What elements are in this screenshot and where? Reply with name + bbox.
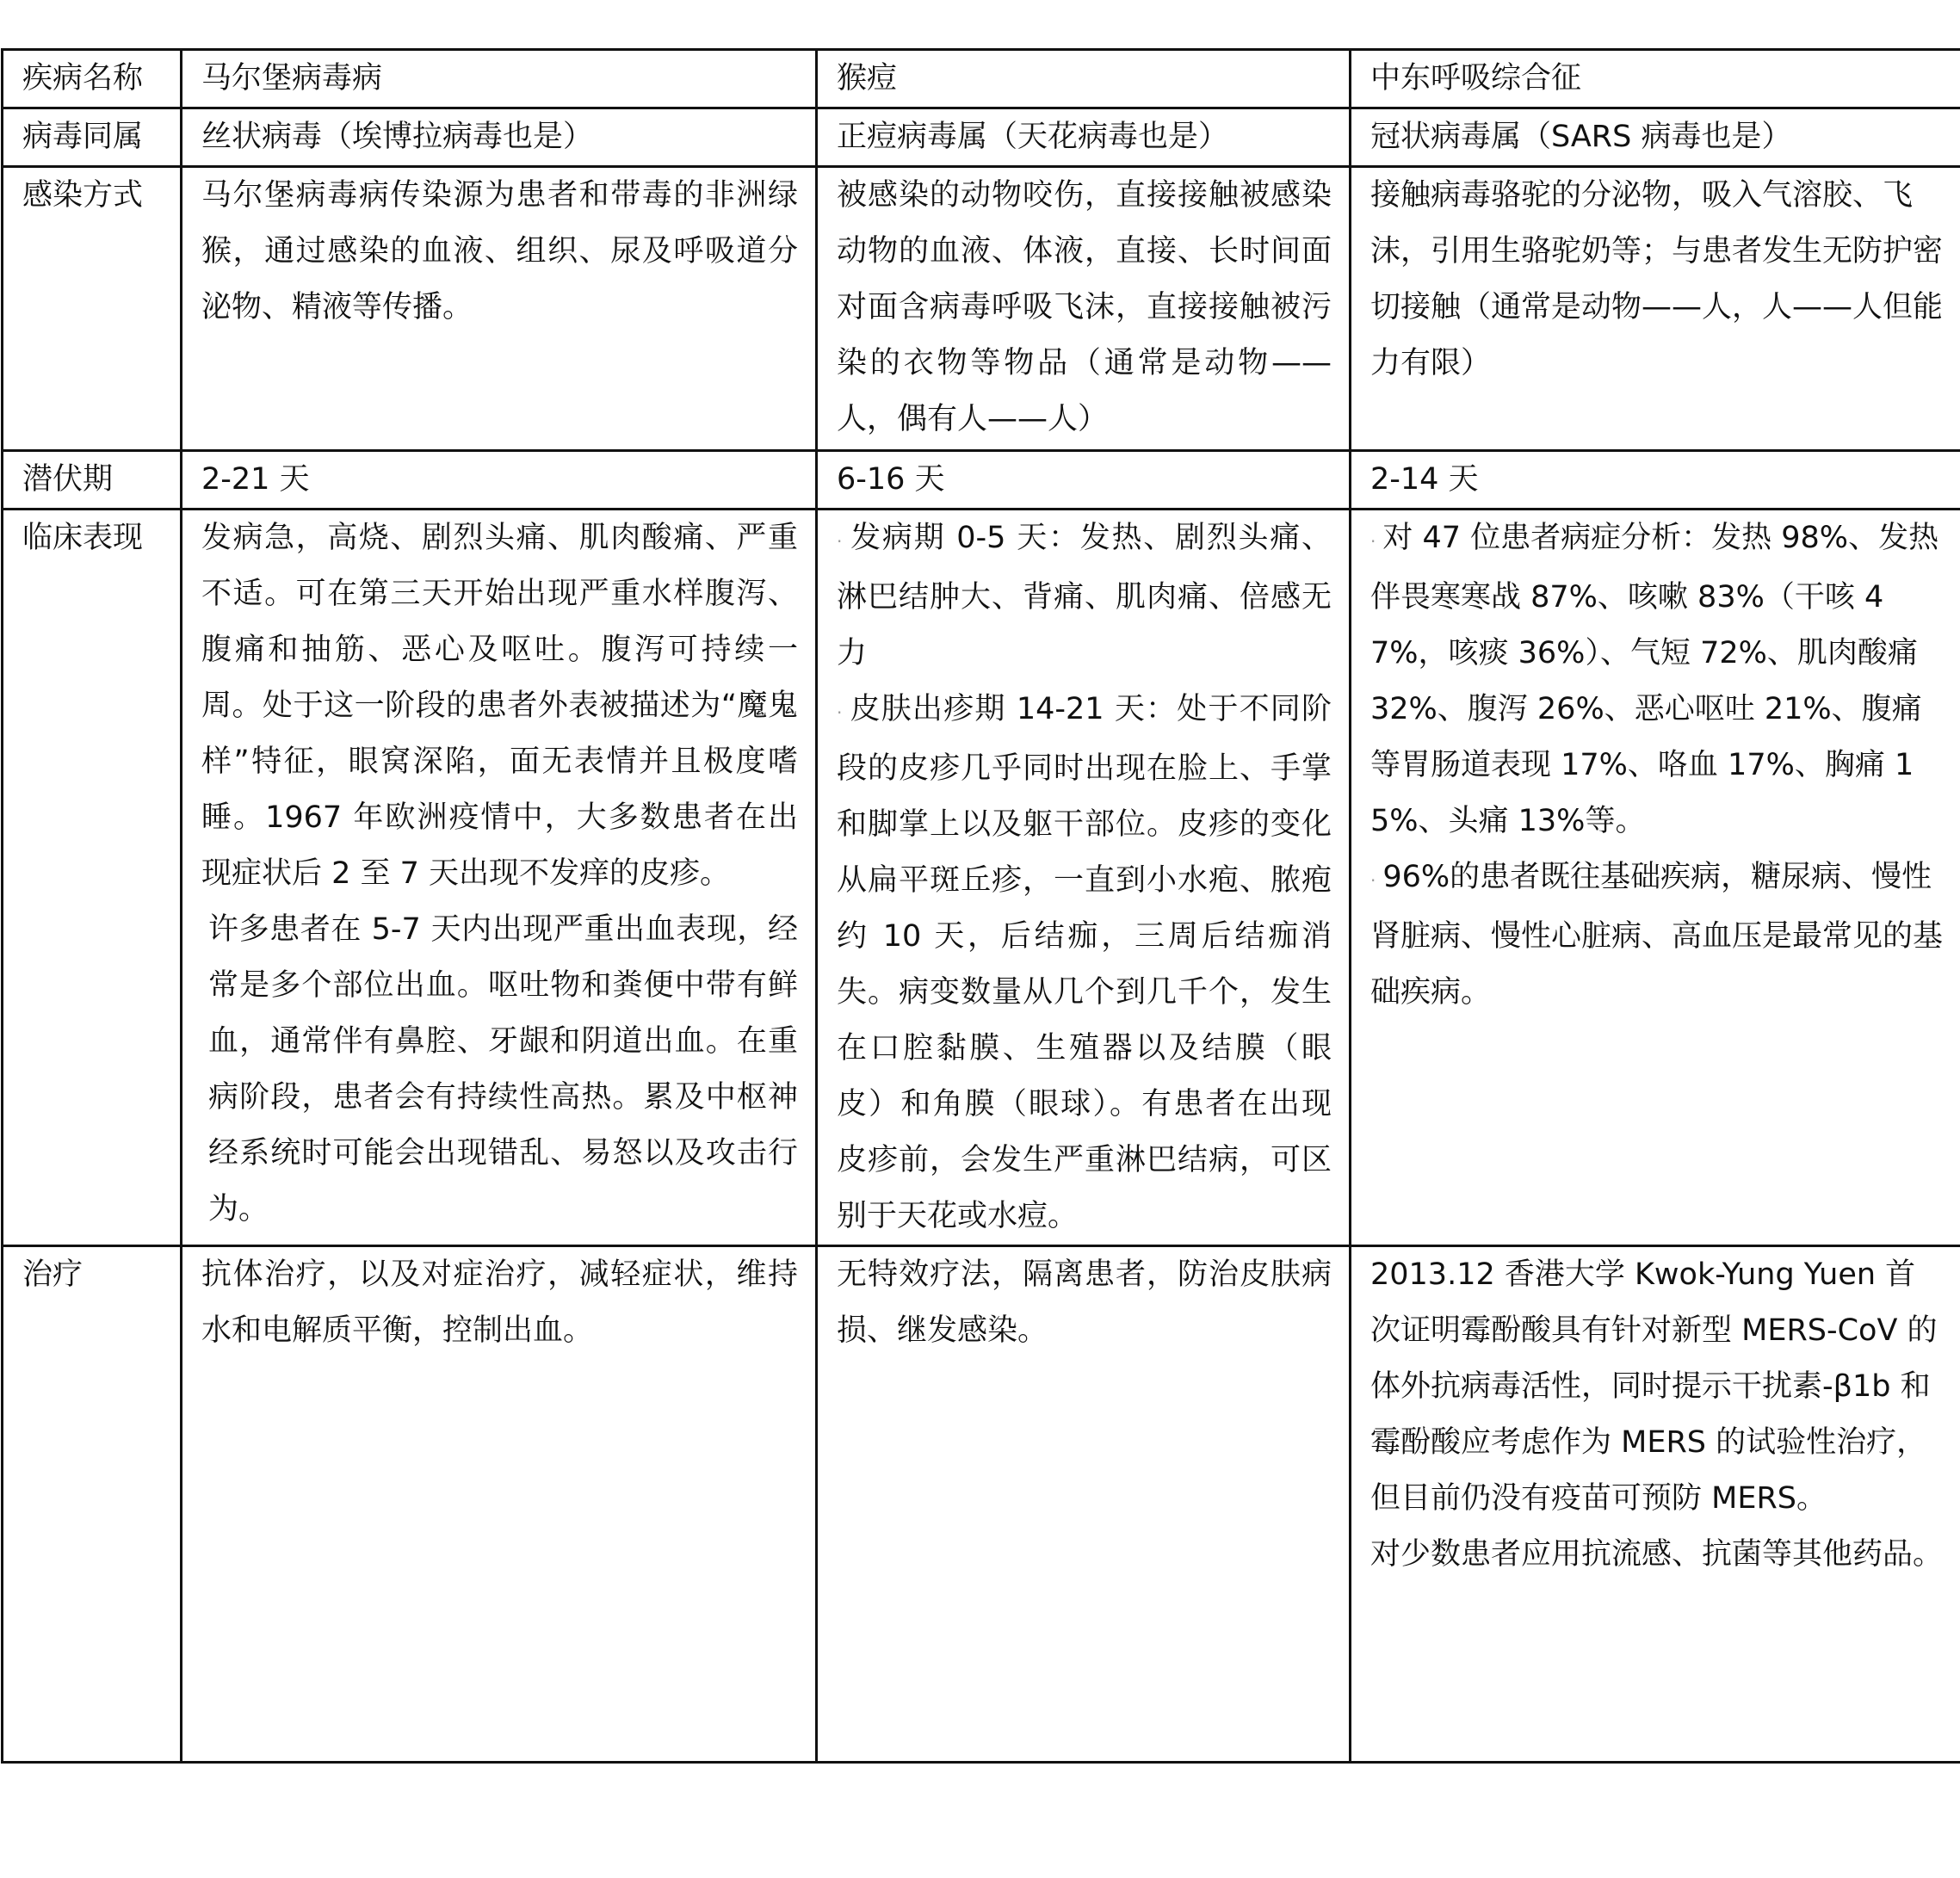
cell-infection-monkeypox: 被感染的动物咬伤，直接接触被感染动物的血液、体液，直接、长时间面对面含病毒呼吸飞沫，直接接触被污染的衣物等物品（通常是动物——人，偶有人——人） [817,167,1351,451]
cell-label-clinical: 临床表现 [3,510,182,1246]
treatment-mers-para-1: 2013.12 香港大学 Kwok-Yung Yuen 首次证明霉酚酸具有针对新型 MERS-CoV 的体外抗病毒活性，同时提示干扰素-β1b 和霉酚酸应考虑作为 MERS 的试验性治疗，但目前仍没有疫苗可预防 MERS。 [1370,1257,1938,1516]
clinical-monkeypox-text-2: 皮肤出疹期 14-21 天：处于不同阶段的皮疹几乎同时出现在脸上、手掌和脚掌上以及躯干部位。皮疹的变化从扁平斑丘疹，一直到小水疱、脓疱约 10 天，后结痂，三周后结痂消失。病变数量从几个到几千个，发生在口腔黏膜、生殖器以及结膜（眼皮）和角膜（眼球）。有患者在出现皮疹前，会发生严重淋巴结病，可区别于天花或水痘。 [837,692,1332,1233]
clinical-mers-text-1: 对 47 位患者病症分析：发热 98%、发热伴畏寒寒战 87%、咳嗽 83%（干咳 47%，咳痰 36%）、气短 72%、肌肉酸痛 32%、腹泻 26%、恶心呕吐 21%、腹痛等胃肠道表现 17%、咯血 17%、胸痛 15%、头痛 13%等。 [1370,521,1939,838]
cell-label-genus: 病毒同属 [3,108,182,167]
clinical-row [3,510,1960,1246]
cell-label-treatment: 治疗 [3,1246,182,1763]
bullet-dot-icon: · [837,531,843,552]
cell-label-infection: 感染方式 [3,167,182,451]
cell-genus-monkeypox: 正痘病毒属（天花病毒也是） [817,108,1351,167]
clinical-mers-text-2: 96%的患者既往基础疾病，糖尿病、慢性肾脏病、慢性心脏病、高血压是最常见的基础疾病。 [1370,860,1944,1010]
clinical-marburg-para-2: 许多患者在 5-7 天内出现严重出血表现，经常是多个部位出血。呕吐物和粪便中带有鲜血，通常伴有鼻腔、牙龈和阴道出血。在重病阶段，患者会有持续性高热。累及中枢神经系统时可能会出现错乱、易怒以及攻击行为。 [208,912,798,1226]
cell-treatment-marburg: 抗体治疗，以及对症治疗，减轻症状，维持水和电解质平衡，控制出血。 [182,1246,817,1763]
genus-row [3,108,1960,167]
incubation-row [3,451,1960,510]
cell-genus-marburg: 丝状病毒（埃博拉病毒也是） [182,108,817,167]
cell-header-marburg: 马尔堡病毒病 [182,50,817,108]
cell-incubation-monkeypox: 6-16 天 [817,451,1351,510]
clinical-monkeypox-para-2 [837,682,1332,1245]
cell-label-incubation: 潜伏期 [3,451,182,510]
cell-incubation-mers: 2-14 天 [1351,451,1960,510]
treatment-mers-para-2: 对少数患者应用抗流感、抗菌等其他药品。 [1370,1537,1944,1572]
header-row [3,50,1960,108]
cell-clinical-mers [1351,510,1960,1246]
cell-label-disease-name: 疾病名称 [3,50,182,108]
disease-comparison-table [1,48,1960,1764]
infection-row [3,167,1960,451]
cell-clinical-marburg [182,510,817,1246]
clinical-monkeypox-text-1: 发病期 0-5 天：发热、剧烈头痛、淋巴结肿大、背痛、肌肉痛、倍感无力 [837,521,1332,670]
cell-incubation-marburg: 2-21 天 [182,451,817,510]
treatment-row [3,1246,1960,1763]
cell-infection-marburg: 马尔堡病毒病传染源为患者和带毒的非洲绿猴，通过感染的血液、组织、尿及呼吸道分泌物、精液等传播。 [182,167,817,451]
cell-genus-mers: 冠状病毒属（SARS 病毒也是） [1351,108,1960,167]
cell-infection-mers: 接触病毒骆驼的分泌物，吸入气溶胶、飞沫，引用生骆驼奶等；与患者发生无防护密切接触（通常是动物——人，人——人但能力有限） [1351,167,1960,451]
clinical-monkeypox-para-1 [837,510,1332,682]
cell-clinical-monkeypox [817,510,1351,1246]
cell-treatment-monkeypox: 无特效疗法，隔离患者，防治皮肤病损、继发感染。 [817,1246,1351,1763]
bullet-dot-icon: · [1370,870,1376,891]
clinical-mers-para-2 [1370,849,1943,1021]
cell-treatment-mers [1351,1246,1960,1763]
bullet-dot-icon: · [1370,531,1376,552]
cell-header-monkeypox: 猴痘 [817,50,1351,108]
clinical-mers-para-1 [1370,510,1943,849]
clinical-marburg-para-1: 发病急，高烧、剧烈头痛、肌肉酸痛、严重不适。可在第三天开始出现严重水样腹泻、腹痛和抽筋、恶心及呕吐。腹泻可持续一周。处于这一阶段的患者外表被描述为“魔鬼样”特征，眼窝深陷，面无表情并且极度嗜睡。1967 年欧洲疫情中，大多数患者在出现症状后 2 至 7 天出现不发痒的皮疹。 [201,521,798,891]
cell-header-mers: 中东呼吸综合征 [1351,50,1960,108]
bullet-dot-icon: · [837,702,843,723]
